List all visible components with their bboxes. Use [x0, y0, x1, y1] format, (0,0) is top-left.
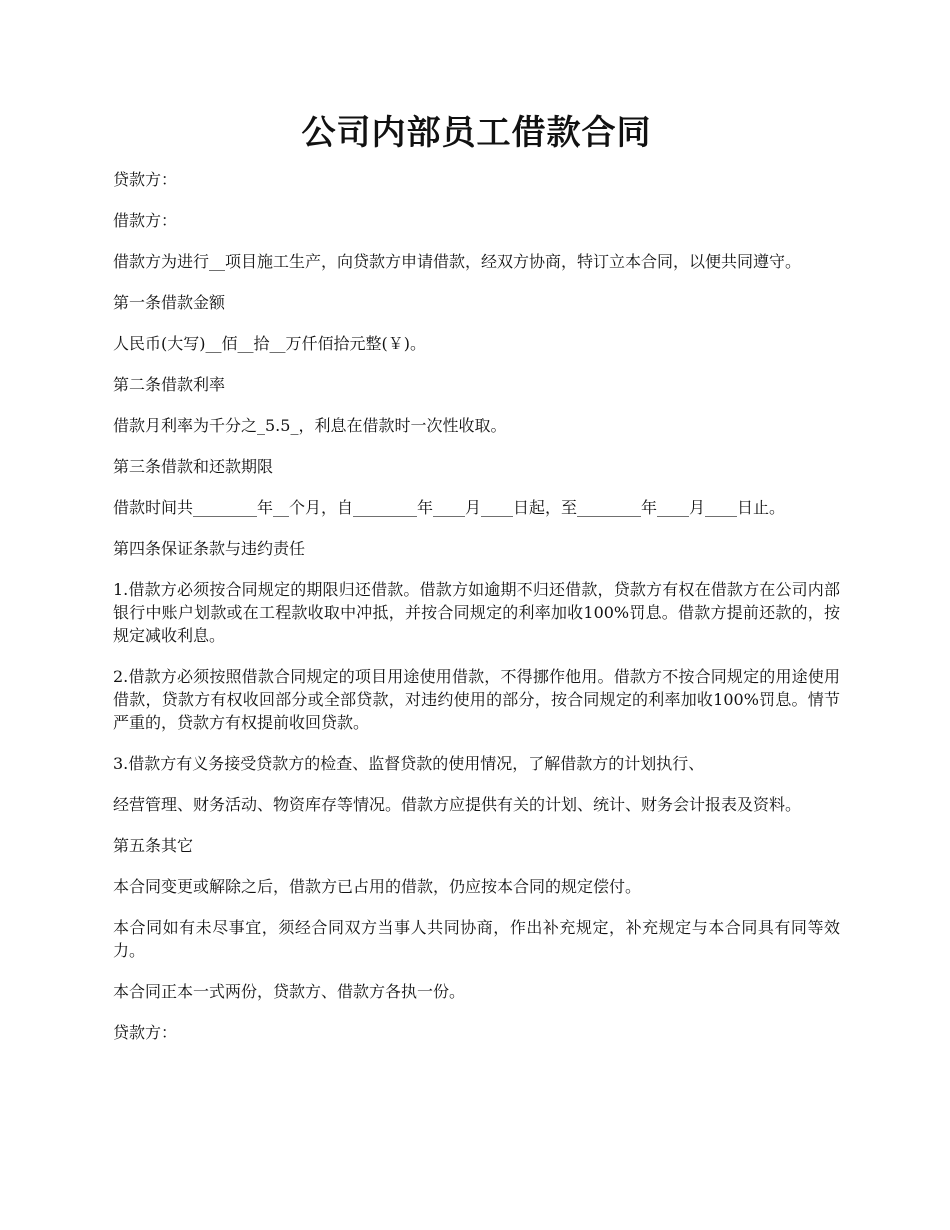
article-2-heading: 第二条借款利率: [113, 375, 226, 394]
article-1-heading: 第一条借款金额: [113, 293, 226, 312]
article-1-amount: 人民币(大写)__佰__拾__万仟佰拾元整(￥)。: [113, 334, 426, 353]
article-5-clause-2: 本合同如有未尽事宜，须经合同双方当事人共同协商，作出补充规定，补充规定与本合同具有同等效力。: [113, 918, 840, 960]
article-4-heading: 第四条保证条款与违约责任: [113, 539, 306, 558]
article-4-clause-1: 1.借款方必须按合同规定的期限归还借款。借款方如逾期不归还借款，贷款方有权在借款方在公司内部银行中账户划款或在工程款收取中冲抵，并按合同规定的利率加收100%罚息。借款方提前还款的，按规定减收利息。: [113, 580, 840, 645]
article-2-interest-rate: 借款月利率为千分之_5.5_，利息在借款时一次性收取。: [113, 416, 507, 435]
article-3-loan-period: 借款时间共________年__个月，自________年____月____日起，至________年____月____日止。: [113, 498, 786, 517]
preamble-paragraph: 借款方为进行__项目施工生产，向贷款方申请借款，经双方协商，特订立本合同，以便共同遵守。: [113, 252, 802, 271]
document-page: [113, 108, 840, 1062]
article-3-heading: 第三条借款和还款期限: [113, 457, 274, 476]
article-5-clause-1: 本合同变更或解除之后，借款方已占用的借款，仍应按本合同的规定偿付。: [113, 877, 642, 896]
document-title: 公司内部员工借款合同: [301, 113, 652, 153]
lender-line: 贷款方：: [113, 170, 178, 189]
borrower-line: 借款方：: [113, 211, 178, 230]
article-4-clause-3-continued: 经营管理、财务活动、物资库存等情况。借款方应提供有关的计划、统计、财务会计报表及资料。: [113, 795, 802, 814]
lender-signature-line: 贷款方：: [113, 1023, 178, 1042]
article-5-heading: 第五条其它: [113, 836, 194, 855]
article-4-clause-3: 3.借款方有义务接受贷款方的检查、监督贷款的使用情况，了解借款方的计划执行、: [113, 754, 705, 773]
article-4-clause-2: 2.借款方必须按照借款合同规定的项目用途使用借款，不得挪作他用。借款方不按合同规定的用途使用借款，贷款方有权收回部分或全部贷款，对违约使用的部分，按合同规定的利率加收100%罚息。情节严重的，贷款方有权提前收回贷款。: [113, 667, 840, 732]
article-5-clause-3: 本合同正本一式两份，贷款方、借款方各执一份。: [113, 982, 466, 1001]
